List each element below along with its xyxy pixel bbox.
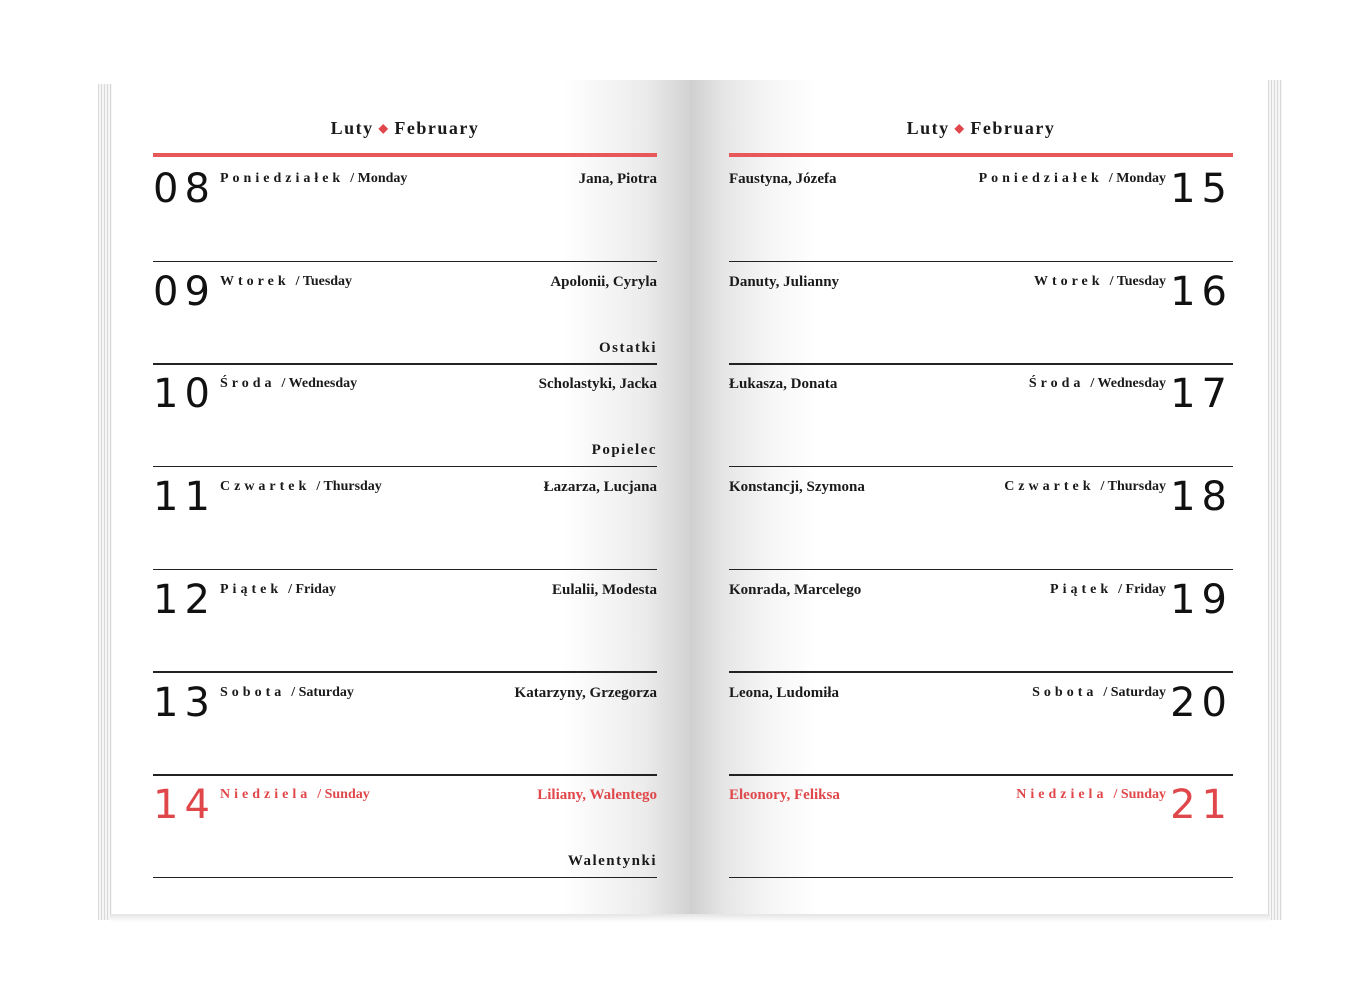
- day-number: 08: [153, 166, 216, 212]
- day-row: [153, 364, 657, 467]
- day-row: [153, 262, 657, 365]
- weekday-english: / Friday: [288, 581, 336, 597]
- day-number: 18: [1170, 474, 1233, 521]
- weekday-english: / Wednesday: [1090, 376, 1166, 392]
- day-number: 14: [153, 782, 216, 829]
- weekday: [220, 274, 352, 290]
- weekday-english: / Monday: [1108, 171, 1166, 186]
- day-number: 12: [153, 576, 216, 623]
- book-bottom-shadow: [110, 914, 1270, 922]
- weekday: [1004, 479, 1166, 495]
- day-row: [729, 673, 1233, 776]
- day-number: 21: [1170, 782, 1233, 829]
- day-row: [729, 262, 1233, 365]
- weekday: [220, 171, 407, 187]
- weekday-polish: Piątek: [220, 581, 283, 597]
- month-english: February: [394, 118, 480, 138]
- name-day: Jana, Piotra: [578, 171, 657, 187]
- weekday-polish: Sobota: [1032, 684, 1098, 700]
- weekday-polish: Sobota: [220, 684, 286, 700]
- day-row: [729, 570, 1233, 673]
- day-row: [153, 775, 657, 878]
- row-divider: [729, 877, 1233, 879]
- day-row: [153, 673, 657, 776]
- month-polish: Luty: [906, 118, 950, 138]
- name-day: Łazarza, Lucjana: [543, 479, 657, 496]
- holiday-note: Walentynki: [567, 853, 657, 870]
- weekday-english: / Saturday: [291, 684, 354, 700]
- weekday-english: / Saturday: [1103, 684, 1166, 700]
- day-row: [729, 467, 1233, 570]
- day-number: 11: [153, 474, 216, 521]
- weekday-english: / Thursday: [316, 479, 382, 495]
- diamond-separator-icon: ◆: [378, 121, 390, 135]
- day-number: 20: [1170, 679, 1233, 726]
- weekday: [220, 376, 357, 392]
- left-page-header: [153, 118, 657, 139]
- name-day: Danuty, Julianny: [729, 273, 840, 290]
- weekday: [220, 787, 370, 803]
- day-number: 09: [153, 268, 216, 315]
- day-row: [153, 570, 657, 673]
- holiday-note: Ostatki: [598, 339, 657, 356]
- name-day: Katarzyny, Grzegorza: [514, 684, 657, 701]
- name-day: Konrada, Marcelego: [729, 581, 862, 598]
- right-page-header: [729, 118, 1233, 139]
- weekday: [1029, 376, 1166, 392]
- weekday-english: / Friday: [1118, 581, 1166, 597]
- weekday-polish: Niedziela: [1016, 787, 1108, 803]
- weekday: [220, 479, 382, 495]
- weekday-english: / Thursday: [1100, 479, 1166, 495]
- name-day: Leona, Ludomiła: [729, 684, 840, 701]
- day-number: 13: [153, 679, 216, 726]
- name-day: Liliany, Walentego: [537, 787, 657, 804]
- day-number: 16: [1170, 268, 1233, 315]
- name-day: Scholastyki, Jacka: [538, 376, 657, 393]
- weekday: [1034, 274, 1166, 290]
- day-row: [729, 775, 1233, 878]
- left-header-red-rule: [153, 153, 657, 157]
- diamond-separator-icon: ◆: [954, 121, 966, 135]
- month-english: February: [970, 118, 1056, 138]
- weekday-english: / Monday: [350, 171, 408, 186]
- row-divider: [153, 877, 657, 879]
- name-day: Konstancji, Szymona: [729, 479, 865, 496]
- weekday-polish: Środa: [1028, 376, 1085, 392]
- weekday: [220, 685, 354, 701]
- weekday: [1016, 787, 1166, 803]
- weekday-polish: Czwartek: [1004, 479, 1095, 495]
- weekday: [1050, 582, 1166, 598]
- weekday-polish: Poniedziałek: [220, 171, 345, 186]
- weekday-polish: Piątek: [1050, 581, 1113, 597]
- day-row: [729, 364, 1233, 467]
- weekday-polish: Niedziela: [220, 787, 312, 803]
- weekday-english: / Tuesday: [1109, 273, 1166, 289]
- name-day: Faustyna, Józefa: [729, 171, 837, 187]
- weekday-polish: Środa: [220, 376, 276, 392]
- name-day: Apolonii, Cyryla: [550, 273, 657, 290]
- weekday-english: / Sunday: [1113, 787, 1166, 803]
- right-header-red-rule: [729, 153, 1233, 157]
- month-polish: Luty: [330, 118, 374, 138]
- name-day: Łukasza, Donata: [729, 376, 838, 393]
- weekday-polish: Wtorek: [220, 273, 290, 289]
- weekday-english: / Wednesday: [281, 376, 358, 392]
- day-number: 10: [153, 371, 216, 418]
- day-row: [729, 159, 1233, 262]
- weekday-english: / Sunday: [317, 787, 370, 803]
- name-day: Eulalii, Modesta: [551, 581, 657, 598]
- weekday-polish: Czwartek: [220, 479, 311, 495]
- weekday: [979, 171, 1166, 187]
- day-row: [153, 467, 657, 570]
- day-number: 19: [1170, 576, 1233, 623]
- weekday-polish: Poniedziałek: [978, 171, 1103, 186]
- weekday: [1032, 685, 1166, 701]
- day-number: 17: [1170, 371, 1233, 418]
- day-row: [153, 159, 657, 262]
- name-day: Eleonory, Feliksa: [729, 787, 840, 804]
- weekday-polish: Wtorek: [1033, 273, 1104, 289]
- weekday-english: / Tuesday: [295, 273, 353, 289]
- weekday: [220, 582, 336, 598]
- holiday-note: Popielec: [591, 442, 657, 459]
- day-number: 15: [1170, 166, 1233, 212]
- page-stack-right: [1266, 80, 1282, 920]
